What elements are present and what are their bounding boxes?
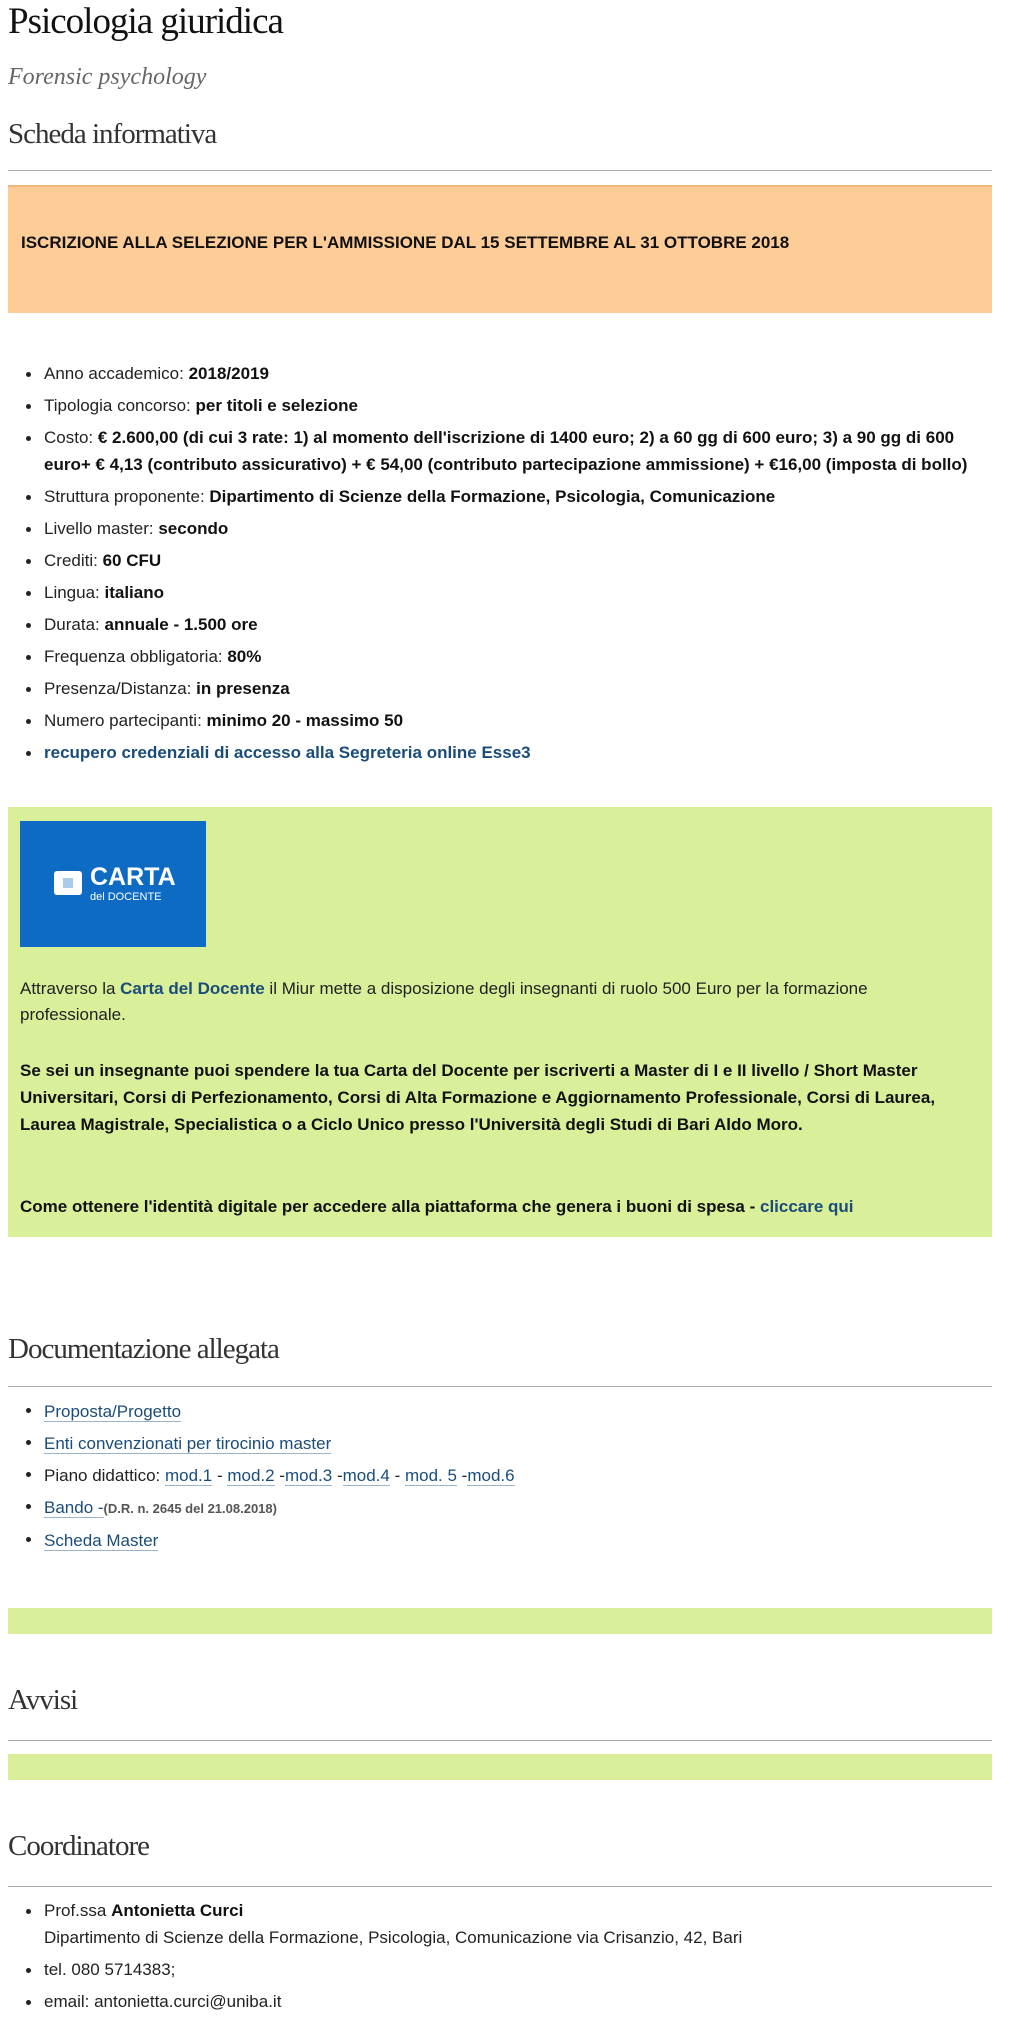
list-item: Piano didattico: mod.1 - mod.2 -mod.3 -mod.4 - mod. 5 -mod.6 (44, 1460, 944, 1492)
mod4-link[interactable]: mod.4 (342, 1466, 390, 1485)
list-item (44, 1956, 984, 1983)
list-item: Lingua: italiano (44, 579, 992, 606)
coordinator-name: Antonietta Curci (111, 1901, 244, 1920)
banner-text: ISCRIZIONE ALLA SELEZIONE PER L'AMMISSIONE DAL 15 SETTEMBRE AL 31 OTTOBRE 2018 (21, 233, 790, 252)
bando-link[interactable]: Bando - (44, 1498, 104, 1517)
section-heading-documentazione: Documentazione allegata (8, 1333, 279, 1365)
logo-title: CARTA (90, 863, 176, 891)
list-item: Livello master: secondo (44, 515, 992, 542)
list-item: Anno accademico: 2018/2019 (44, 360, 992, 387)
mod1-link[interactable]: mod.1 (164, 1466, 213, 1485)
bando-note: (D.R. n. 2645 del 21.08.2018) (103, 1501, 277, 1516)
list-item (44, 1428, 944, 1460)
coordinator-email: email: antonietta.curci@uniba.it (44, 1992, 282, 2011)
section-heading-scheda: Scheda informativa (8, 118, 217, 150)
carta-docente-box (8, 807, 992, 1237)
scheda-master-link[interactable]: Scheda Master (44, 1531, 159, 1550)
divider (8, 1386, 992, 1387)
list-item (44, 1492, 944, 1525)
list-item: Costo: € 2.600,00 (di cui 3 rate: 1) al momento dell'iscrizione di 1400 euro; 2) a 60 gg di 600 euro; 3) a 90 gg di 600 euro+ € 4,13 (contributo assicurativo) + € 54,00 (contributo partecipazione ammissione) + €16,00 (imposta di bollo) (44, 424, 992, 478)
info-list (44, 360, 992, 771)
enti-link[interactable]: Enti convenzionati per tirocinio master (44, 1434, 332, 1453)
divider (8, 1740, 992, 1741)
cliccare-qui-link[interactable]: cliccare qui (759, 1197, 854, 1216)
coordinator-tel: tel. 080 5714383; (44, 1960, 176, 1979)
coordinator-list (44, 1897, 984, 2020)
list-item: Frequenza obbligatoria: 80% (44, 643, 992, 670)
list-item: Presenza/Distanza: in presenza (44, 675, 992, 702)
carta-docente-logo[interactable] (20, 821, 206, 947)
card-icon (54, 871, 82, 895)
section-heading-avvisi: Avvisi (8, 1684, 78, 1716)
coordinator-address: Dipartimento di Scienze della Formazione, Psicologia, Comunicazione via Crisanzio, 42, Bari (44, 1928, 743, 1947)
green-strip (8, 1608, 992, 1634)
mod2-link[interactable]: mod.2 (227, 1466, 275, 1485)
mod5-link[interactable]: mod. 5 (404, 1466, 457, 1485)
spid-info: Come ottenere l'identità digitale per accedere alla piattaforma che genera i buoni di spesa - cliccare qui (20, 1197, 854, 1216)
documents-list (44, 1396, 944, 1557)
divider (8, 170, 992, 171)
logo-subtitle: del DOCENTE (90, 891, 162, 903)
section-heading-coordinatore: Coordinatore (8, 1830, 150, 1862)
list-item (44, 739, 992, 766)
list-item (44, 1525, 944, 1557)
list-item: Numero partecipanti: minimo 20 - massimo 50 (44, 707, 992, 734)
page-title: Psicologia giuridica (8, 1, 283, 42)
page-subtitle: Forensic psychology (8, 64, 207, 90)
list-item (44, 1988, 984, 2015)
carta-docente-link[interactable]: Carta del Docente (120, 979, 265, 998)
list-item: Tipologia concorso: per titoli e selezione (44, 392, 992, 419)
carta-details: Se sei un insegnante puoi spendere la tua Carta del Docente per iscriverti a Master di I e II livello / Short Master Universitari, Corsi di Perfezionamento, Corsi di Alta Formazione e Aggiornamento Professionale, Corsi di Laurea, Laurea Magistrale, Specialistica o a Ciclo Unico presso l'Università degli Studi di Bari Aldo Moro. (20, 1061, 936, 1134)
enrollment-banner (8, 185, 992, 313)
divider (8, 1886, 992, 1887)
list-item: Struttura proponente: Dipartimento di Scienze della Formazione, Psicologia, Comunicazione (44, 483, 992, 510)
mod6-link[interactable]: mod.6 (467, 1466, 515, 1485)
mod3-link[interactable]: mod.3 (284, 1466, 333, 1485)
list-item (44, 1396, 944, 1428)
carta-intro: Attraverso la Carta del Docente il Miur mette a disposizione degli insegnanti di ruolo 500 Euro per la formazione professionale. (20, 979, 868, 1024)
list-item: Crediti: 60 CFU (44, 547, 992, 574)
list-item: Durata: annuale - 1.500 ore (44, 611, 992, 638)
proposta-link[interactable]: Proposta/Progetto (44, 1402, 182, 1421)
avvisi-strip (8, 1754, 992, 1780)
list-item: Prof.ssa Antonietta Curci Dipartimento di Scienze della Formazione, Psicologia, Comunicazione via Crisanzio, 42, Bari (44, 1897, 984, 1951)
esse3-credentials-link[interactable]: recupero credenziali di accesso alla Segreteria online Esse3 (44, 743, 531, 762)
